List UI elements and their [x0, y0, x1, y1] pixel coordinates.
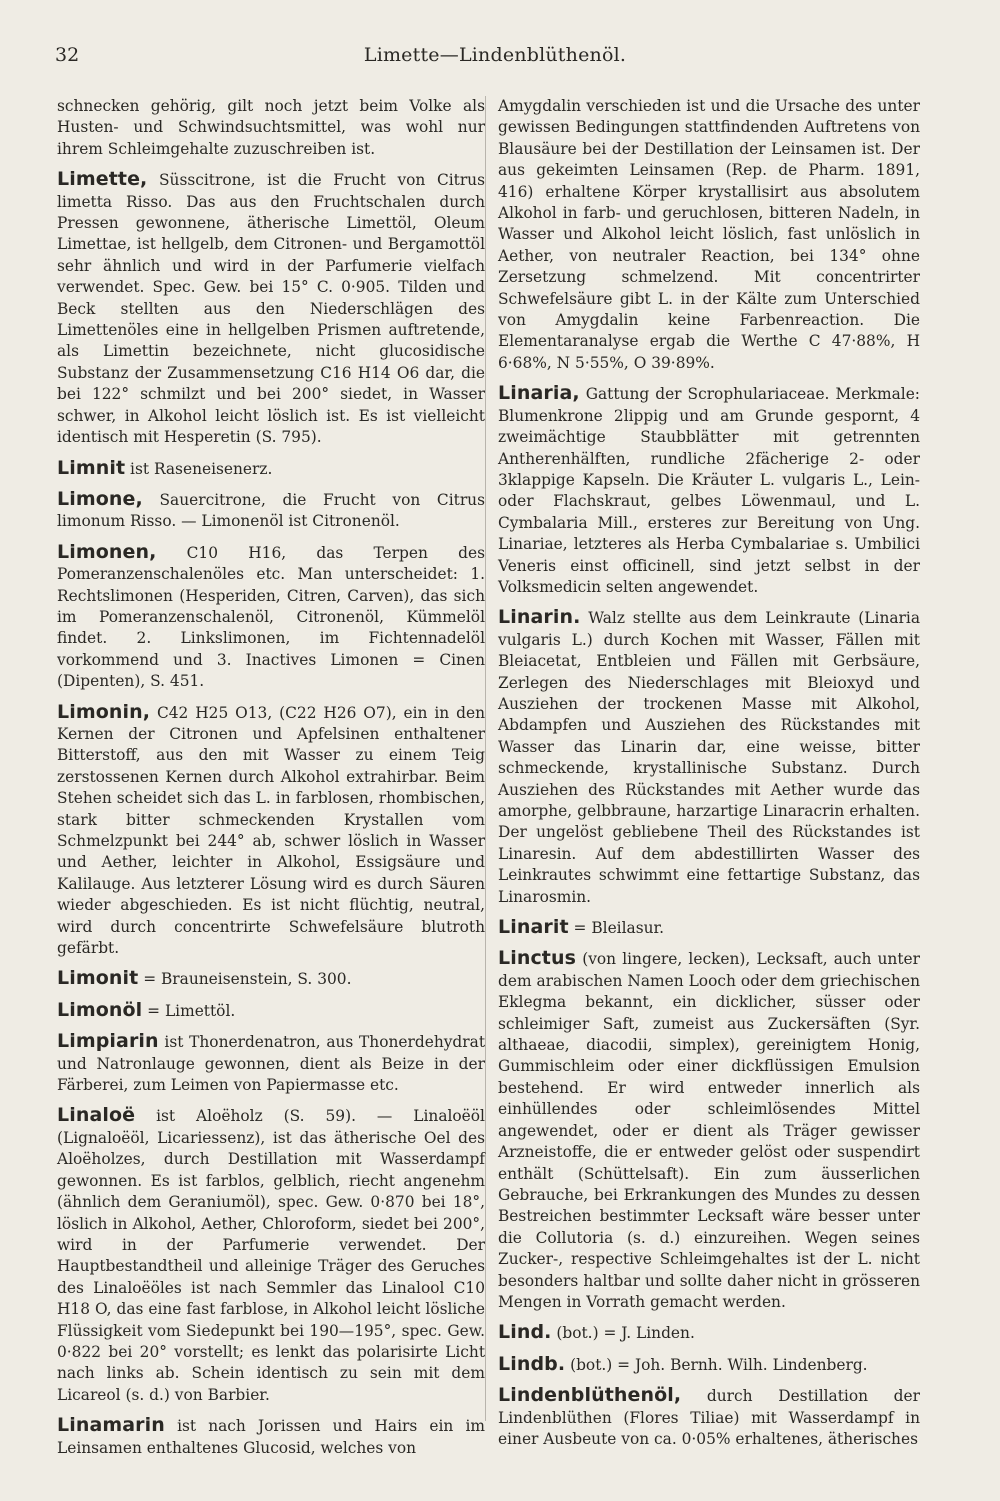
entry-text: (von lingere, lecken), Lecksaft, auch unter dem arabischen Namen Looch oder dem griechischen Eklegma bekannt, ein dicklicher, süsser oder schleimiger Saft, zumeist aus Zuckersäften (Syr. althaeae, diacodii, simplex), gereinigtem Honig, Gummischleim oder einer dickflüssigen Emulsion bestehend. Er wird entweder innerlich als einhüllendes oder schleimlösendes Mittel angewendet, oder er dient als Träger gewisser Arzneistoffe, die er entweder gelöst oder suspendirt enthält (Schüttelsaft). Ein zum äusserlichen Gebrauche, bei Erkrankungen des Mundes zu dessen Bestreichen bestimmter Lecksaft wäre besser unter die Collutoria (s. d.) einzureihen. Wegen seines Zucker-, respective Schleimgehaltes ist der L. nicht besonders haltbar und sollte daher nicht in grösseren Mengen in Vorrath gemacht werden.	[498, 950, 920, 1311]
page-header	[55, 44, 935, 74]
column-divider	[485, 96, 486, 1421]
dictionary-entry	[57, 1031, 485, 1096]
dictionary-entry	[57, 968, 485, 990]
dictionary-entry	[57, 489, 485, 533]
entry-text: (bot.) = J. Linden.	[556, 1324, 695, 1343]
dictionary-entry	[498, 1354, 920, 1376]
entry-headword: Limonen,	[57, 540, 157, 563]
dictionary-entry	[57, 702, 485, 960]
dictionary-entry	[57, 1415, 485, 1459]
entry-text: ist nach Jorissen und Hairs ein im Leinsamen enthaltenes Glucosid, welches von	[57, 1417, 485, 1457]
entry-headword: Linaloë	[57, 1104, 136, 1127]
page-number: 32	[55, 44, 80, 66]
dictionary-entry	[57, 1105, 485, 1406]
entry-text: Sauercitrone, die Frucht von Citrus limonum Risso. — Limonenöl ist Citronenöl.	[57, 490, 485, 531]
dictionary-entry	[498, 383, 920, 598]
entry-text: schnecken gehörig, gilt noch jetzt beim Volke als Husten- und Schwindsuchtsmittel, was wohl nur ihrem Schleimgehalte zuzuschreiben ist.	[57, 97, 485, 158]
entry-headword: Limonöl	[57, 998, 143, 1021]
entry-text: Gattung der Scrophulariaceae. Merkmale: Blumenkrone 2lippig und am Grunde gespornt, 4 zweimächtige Staubblätter mit getrennten Antherenhälften, rundliche 2fächerige 2- oder 3klappige Kapseln. Die Kräuter L. vulgaris L., Lein- oder Flachskraut, gelbes Löwenmaul, und L. Cymbalaria Mill., ersteres zur Bereitung von Ung. Linariae, letzteres als Herba Cymbalariae s. Umbilici Veneris einst officinell, sind jetzt selbst in der Volksmedicin selten angewendet.	[498, 385, 920, 596]
right-column	[498, 96, 920, 1459]
dictionary-entry	[498, 917, 920, 939]
dictionary-entry	[498, 948, 920, 1313]
entry-text: = Limettöl.	[147, 1001, 236, 1020]
dictionary-entry	[57, 542, 485, 693]
dictionary-entry	[57, 458, 485, 480]
entry-text: ist Raseneisenerz.	[130, 459, 273, 478]
entry-headword: Limpiarin	[57, 1030, 159, 1053]
entry-text: ist Aloëholz (S. 59). — Linaloëöl (Lignaloëöl, Licariessenz), ist das ätherische Oel des Aloëholzes, durch Destillation mit Wasserdampf gewonnen. Es ist farblos, gelblich, riecht angenehm (ähnlich dem Geraniumöl), spec. Gew. 0·870 bei 18°, löslich in Alkohol, Aether, Chloroform, siedet bei 200°, wird in der Parfumerie verwendet. Der Hauptbestandtheil und alleinige Träger des Geruches des Linaloëöles ist nach Semmler das Linalool C10 H18 O, das eine fast farblose, in Alkohol leicht lösliche Flüssigkeit vom Siedepunkt bei 190—195°, spec. Gew. 0·822 bei 20° vorstellt; es lenkt das polarisirte Licht nach links ab. Schein identisch zu sein mit dem Licareol (s. d.) von Barbier.	[57, 1107, 485, 1404]
entry-headword: Limonin,	[57, 700, 151, 723]
running-head: Limette—Lindenblüthenöl.	[363, 44, 627, 66]
entry-headword: Limonit	[57, 967, 139, 990]
entry-text: Süsscitrone, ist die Frucht von Citrus limetta Risso. Das aus den Fruchtschalen durch Pressen gewonnene, ätherische Limettöl, Oleum Limettae, ist hellgelb, dem Citronen- und Bergamottöl sehr ähnlich und wird in der Parfumerie vielfach verwendet. Spec. Gew. bei 15° C. 0·905. Tilden und Beck stellten aus den Niederschlägen des Limettenöles eine in hellgelben Prismen auftretende, als Limettin bezeichnete, nicht glucosidische Substanz der Zusammensetzung C16 H14 O6 dar, die bei 122° schmilzt und bei 200° siedet, in Wasser schwer, in Alkohol leicht löslich ist. Es ist vielleicht identisch mit Hesperetin (S. 795).	[57, 171, 485, 447]
continued-text	[57, 96, 485, 160]
entry-headword: Lindb.	[498, 1352, 566, 1375]
entry-headword: Limone,	[57, 487, 143, 510]
entry-headword: Limette,	[57, 168, 148, 191]
entry-headword: Linctus	[498, 947, 577, 970]
entry-text: (bot.) = Joh. Bernh. Wilh. Lindenberg.	[570, 1355, 868, 1374]
dictionary-entry	[498, 607, 920, 908]
entry-headword: Linarit	[498, 916, 569, 939]
dictionary-entry	[57, 1000, 485, 1022]
entry-headword: Lind.	[498, 1321, 552, 1344]
entry-text: = Brauneisenstein, S. 300.	[143, 970, 352, 989]
left-column	[57, 96, 485, 1468]
dictionary-entry	[498, 1322, 920, 1344]
entry-text: ist Thonerdenatron, aus Thonerdehydrat und Natronlauge gewonnen, dient als Beize in der Färberei, zum Leimen von Papiermasse etc.	[57, 1033, 485, 1095]
entry-text: C10 H16, das Terpen des Pomeranzenschalenöles etc. Man unterscheidet: 1. Rechtslimonen (Hesperiden, Citren, Carven), das sich im Pomeranzenschalenöl, Citronenöl, Kümmelöl findet. 2. Linkslimonen, im Fichtennadelöl vorkommend und 3. Inactives Limonen = Cinen (Dipenten), S. 451.	[57, 543, 485, 691]
entry-text: = Bleilasur.	[573, 919, 665, 938]
entry-text: Amygdalin verschieden ist und die Ursache des unter gewissen Bedingungen stattfindenden Auftretens von Blausäure bei der Destillation der Leinsamen ist. Der aus gekeimten Leinsamen (Rep. de Pharm. 1891, 416) erhaltene Körper krystallisirt aus absolutem Alkohol in farb- und geruchlosen, bitteren Nadeln, in Wasser und Alkohol leicht löslich, fast unlöslich in Aether, von neutraler Reaction, bei 134° ohne Zersetzung schmelzend. Mit concentrirter Schwefelsäure gibt L. in der Kälte zum Unterschied von Amygdalin keine Farbenreaction. Die Elementaranalyse ergab die Werthe C 47·88%, H 6·68%, N 5·55%, O 39·89%.	[498, 97, 920, 372]
entry-headword: Lindenblüthenöl,	[498, 1384, 682, 1407]
dictionary-entry	[57, 169, 485, 448]
entry-headword: Limnit	[57, 456, 126, 479]
entry-headword: Linaria,	[498, 382, 580, 405]
entry-headword: Linamarin	[57, 1414, 165, 1437]
entry-text: C42 H25 O13, (C22 H26 O7), ein in den Kernen der Citronen und Apfelsinen enthaltener Bitterstoff, aus den mit Wasser zu einem Teig zerstossenen Kernen durch Alkohol extrahirbar. Beim Stehen scheidet sich das L. in farblosen, rhombischen, stark bitter schmeckenden Krystallen vom Schmelzpunkt bei 244° ab, schwer löslich in Wasser und Aether, leichter in Alkohol, Essigsäure und Kalilauge. Aus letzterer Lösung wird es durch Säuren wieder abgeschieden. Es ist nicht flüchtig, neutral, wird durch concentrirte Schwefelsäure blutroth gefärbt.	[57, 703, 485, 958]
dictionary-entry	[498, 1385, 920, 1450]
continued-text	[498, 96, 920, 374]
entry-headword: Linarin.	[498, 606, 581, 629]
entry-text: durch Destillation der Lindenblüthen (Flores Tiliae) mit Wasserdampf in einer Ausbeute von ca. 0·05% erhaltenes, ätherisches	[498, 1387, 920, 1448]
entry-text: Walz stellte aus dem Leinkraute (Linaria vulgaris L.) durch Kochen mit Wasser, Fällen mit Bleiacetat, Entbleien und Fällen mit Gerbsäure, Zerlegen des Niederschlages mit Bleioxyd und Ausziehen der trockenen Masse mit Alkohol, Abdampfen und Ausziehen des Rückstandes mit Wasser das Linarin dar, eine weisse, bitter schmeckende, krystallinische Substanz. Durch Ausziehen des Rückstandes mit Aether wurde das amorphe, gelbbraune, harzartige Linaracrin erhalten. Der ungelöst gebliebene Theil des Rückstandes ist Linaresin. Auf dem abdestillirten Wasser des Leinkrautes schwimmt eine fettartige Substanz, das Linarosmin.	[498, 609, 920, 906]
